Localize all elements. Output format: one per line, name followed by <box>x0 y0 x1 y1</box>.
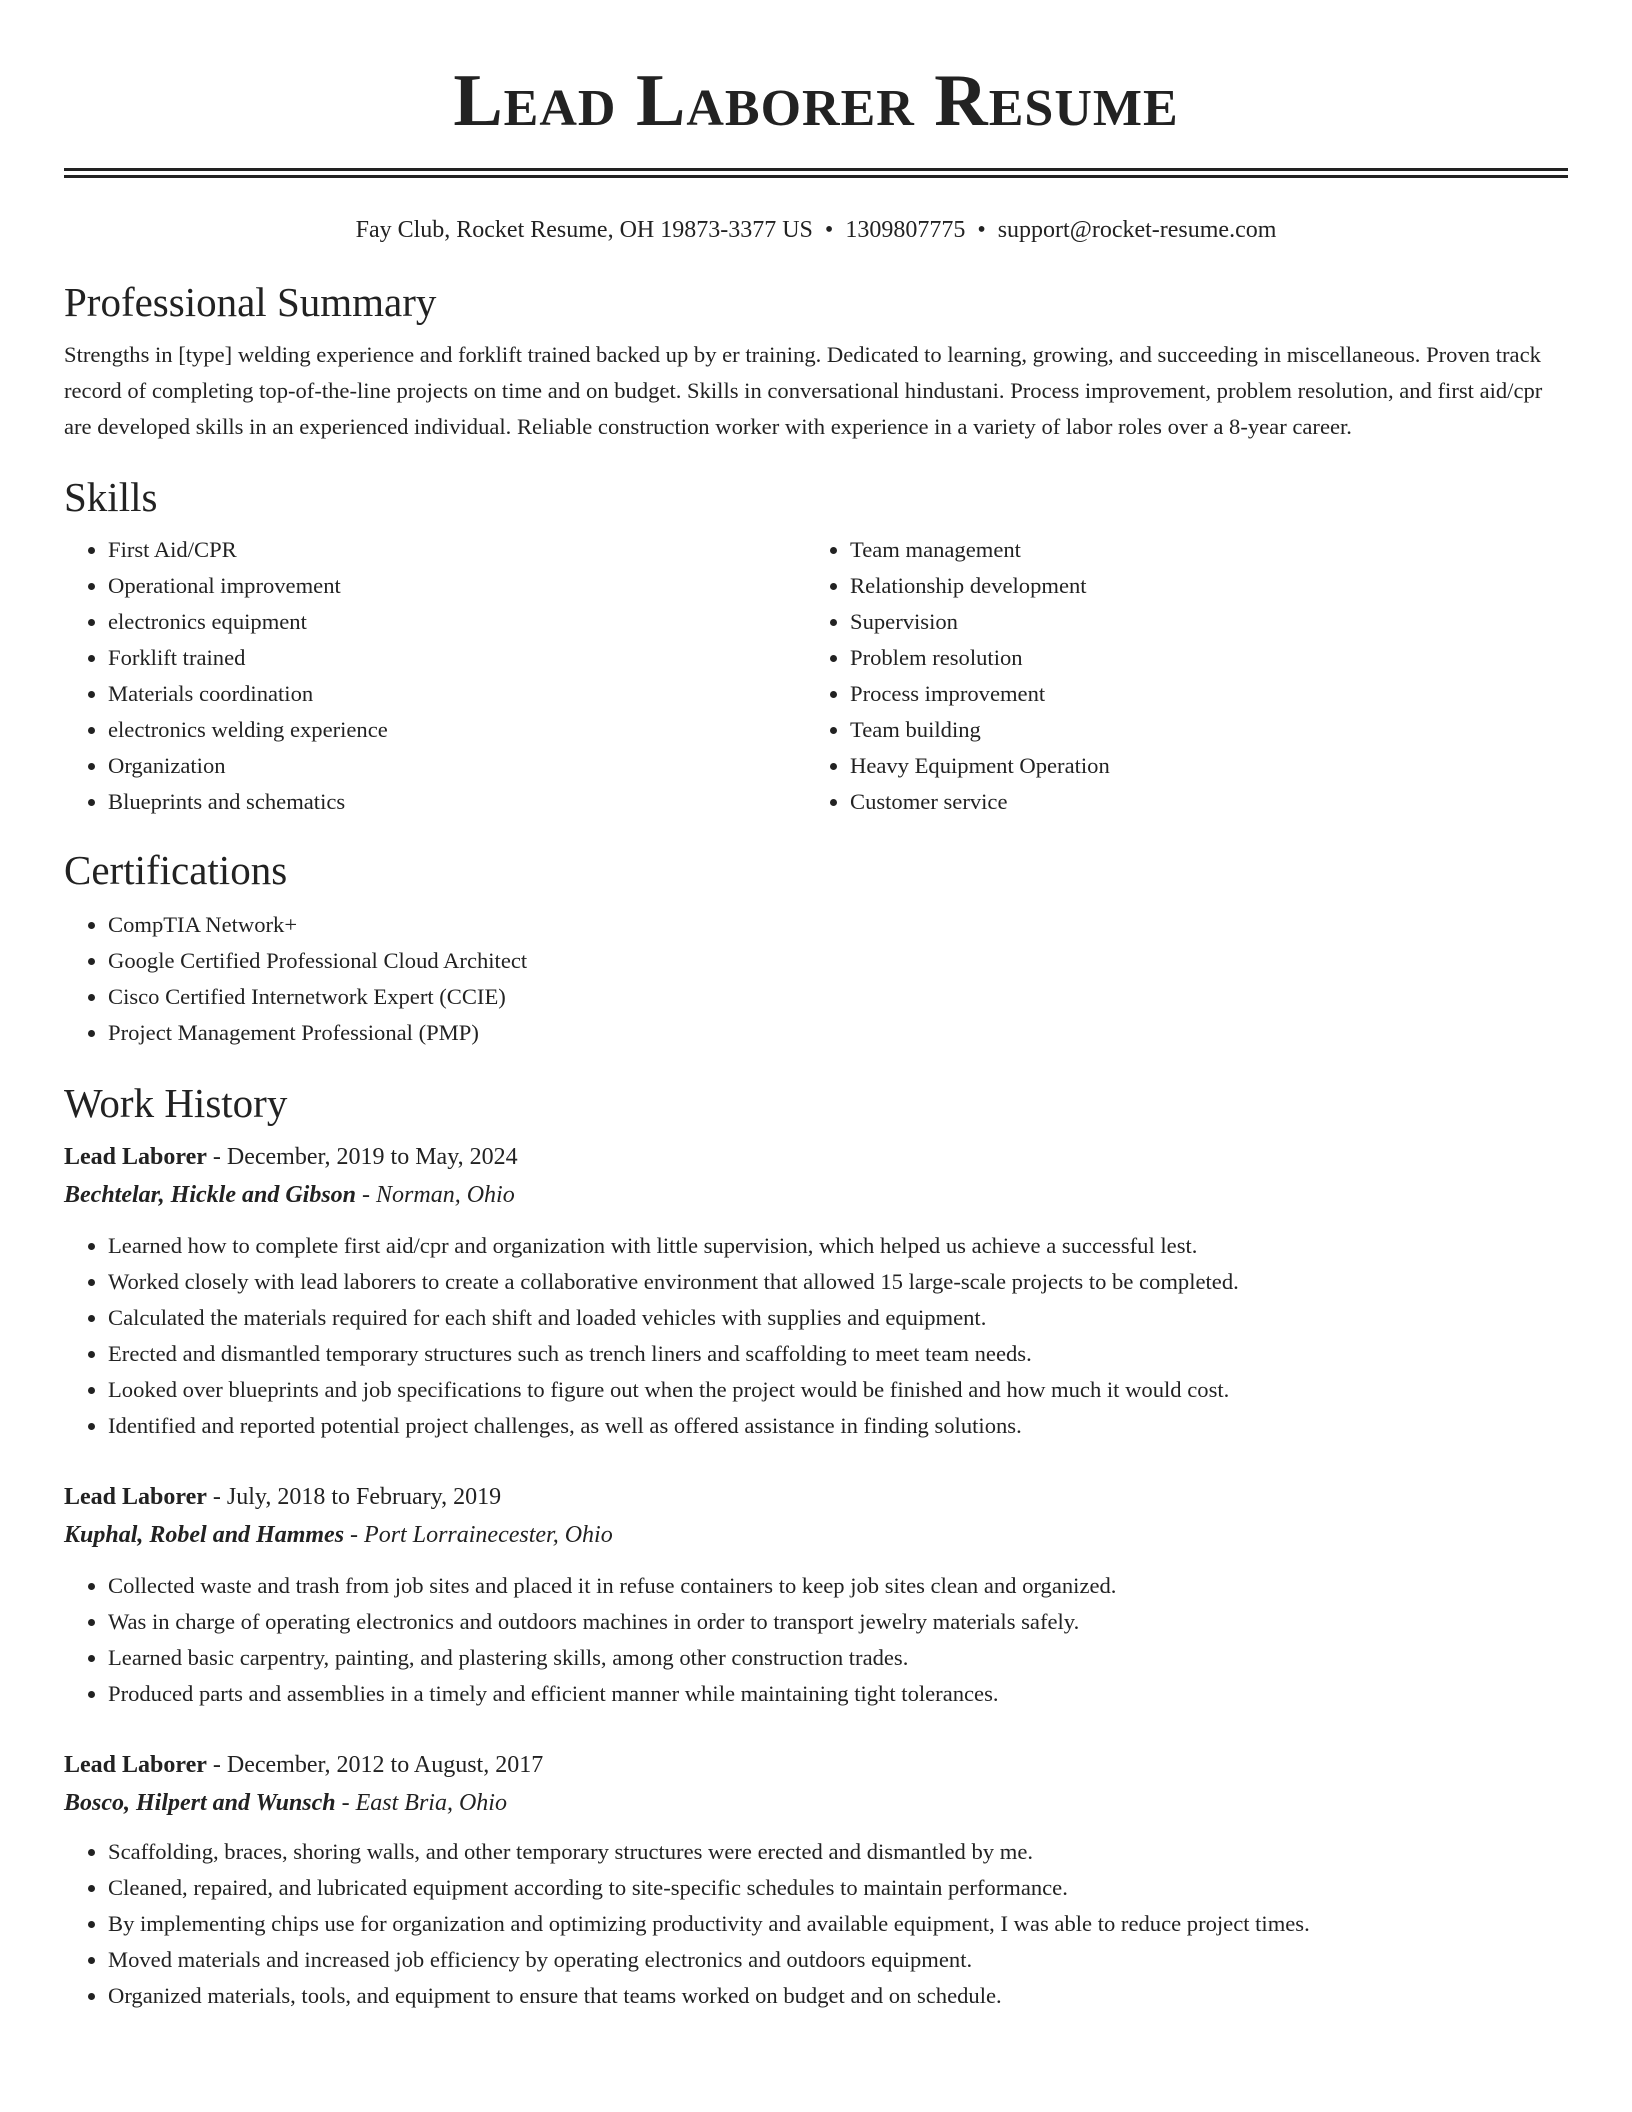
job-title: Lead Laborer <box>64 1484 207 1511</box>
resume-page <box>64 0 1568 2014</box>
certification-item: • Google Certified Professional Cloud Architect <box>108 943 1568 979</box>
skill-item: • Customer service <box>850 784 1548 820</box>
job-heading: Lead Laborer - July, 2018 to February, 2019 <box>64 1484 502 1511</box>
contact-line <box>64 214 1568 246</box>
job-location: Port Lorrainecester, Ohio <box>364 1522 613 1549</box>
job-bullets <box>64 1228 1568 1444</box>
job-title: Lead Laborer <box>64 1144 207 1171</box>
job-company: Bechtelar, Hickle and Gibson <box>64 1182 357 1209</box>
certification-item: • Cisco Certified Internetwork Expert (CCIE) <box>108 979 1568 1015</box>
certifications-heading: Certifications <box>64 847 288 894</box>
job-entry <box>64 1478 1568 1712</box>
job-employer: Bechtelar, Hickle and Gibson - Norman, Ohio <box>64 1182 515 1209</box>
skills-column-left <box>64 532 806 820</box>
job-location: East Bria, Ohio <box>355 1790 507 1817</box>
job-heading: Lead Laborer - December, 2012 to August, 2017 <box>64 1752 544 1779</box>
job-bullet: • Scaffolding, braces, shoring walls, and other temporary structures were erected and dismantled by me. <box>108 1834 1568 1870</box>
summary-text: Strengths in [type] welding experience and forklift trained backed up by er training. Dedicated to learning, growing, and succeeding in miscellaneous. Proven track record of completing top-of-the-line projects on time and on budget. Skills in conversational hindustani. Process improvement, problem resolution, and first aid/cpr are developed skills in an experienced individual. Reliable construction worker with experience in a variety of labor roles over a 8-year career. <box>64 342 1543 440</box>
job-location: Norman, Ohio <box>376 1182 515 1209</box>
job-entry <box>64 1138 1568 1444</box>
job-bullet: • Worked closely with lead laborers to create a collaborative environment that allowed 15 large-scale projects to be completed. <box>108 1264 1568 1300</box>
job-title: Lead Laborer <box>64 1752 207 1779</box>
skill-item: • Heavy Equipment Operation <box>850 748 1548 784</box>
job-heading: Lead Laborer - December, 2019 to May, 2024 <box>64 1144 518 1171</box>
job-bullets <box>64 1568 1568 1712</box>
job-bullet: • Erected and dismantled temporary structures such as trench liners and scaffolding to meet team needs. <box>108 1336 1568 1372</box>
skill-item: • Team management <box>850 532 1548 568</box>
job-bullet: • Cleaned, repaired, and lubricated equipment according to site-specific schedules to maintain performance. <box>108 1870 1568 1906</box>
job-bullet: • By implementing chips use for organization and optimizing productivity and available equipment, I was able to reduce project times. <box>108 1906 1568 1942</box>
skills-heading: Skills <box>64 474 158 521</box>
skill-item: • First Aid/CPR <box>108 532 806 568</box>
job-dates: December, 2019 to May, 2024 <box>226 1144 518 1171</box>
job-company: Kuphal, Robel and Hammes <box>64 1522 345 1549</box>
job-bullet: • Identified and reported potential project challenges, as well as offered assistance in finding solutions. <box>108 1408 1568 1444</box>
contact-email: support@rocket-resume.com <box>997 217 1277 243</box>
job-bullet: • Moved materials and increased job efficiency by operating electronics and outdoors equipment. <box>108 1942 1568 1978</box>
job-entry <box>64 1746 1568 2014</box>
title-double-rule <box>64 168 1568 178</box>
work-history-heading: Work History <box>64 1080 288 1127</box>
certification-item: • CompTIA Network+ <box>108 907 1568 943</box>
job-bullets <box>64 1834 1568 2014</box>
certifications-list <box>64 907 1568 1051</box>
job-bullet: • Calculated the materials required for each shift and loaded vehicles with supplies and equipment. <box>108 1300 1568 1336</box>
skill-item: • Organization <box>108 748 806 784</box>
certification-item: • Project Management Professional (PMP) <box>108 1015 1568 1051</box>
summary-heading: Professional Summary <box>64 279 437 325</box>
job-dates: December, 2012 to August, 2017 <box>226 1752 544 1779</box>
skill-item: • Relationship development <box>850 568 1548 604</box>
job-company: Bosco, Hilpert and Wunsch <box>64 1790 336 1817</box>
contact-address: Fay Club, Rocket Resume, OH 19873-3377 US <box>355 217 813 243</box>
skills-column-right <box>806 532 1548 820</box>
contact-separator: • <box>977 217 986 243</box>
job-bullet: • Looked over blueprints and job specifications to figure out when the project would be finished and how much it would cost. <box>108 1372 1568 1408</box>
skill-item: • electronics welding experience <box>108 712 806 748</box>
skill-item: • Problem resolution <box>850 640 1548 676</box>
skill-item: • electronics equipment <box>108 604 806 640</box>
job-bullet: • Was in charge of operating electronics and outdoors machines in order to transport jewelry materials safely. <box>108 1604 1568 1640</box>
contact-separator: • <box>824 217 834 243</box>
job-employer: Bosco, Hilpert and Wunsch - East Bria, Ohio <box>64 1790 507 1817</box>
resume-title: Lead Laborer Resume <box>453 60 1179 142</box>
job-bullet: • Collected waste and trash from job sites and placed it in refuse containers to keep job sites clean and organized. <box>108 1568 1568 1604</box>
skills-list <box>64 532 1568 820</box>
skill-item: • Operational improvement <box>108 568 806 604</box>
job-employer: Kuphal, Robel and Hammes - Port Lorrainecester, Ohio <box>64 1522 613 1549</box>
skill-item: • Team building <box>850 712 1548 748</box>
skill-item: • Supervision <box>850 604 1548 640</box>
job-bullet: • Learned how to complete first aid/cpr and organization with little supervision, which helped us achieve a successful lest. <box>108 1228 1568 1264</box>
skill-item: • Materials coordination <box>108 676 806 712</box>
job-dates: July, 2018 to February, 2019 <box>226 1484 502 1511</box>
job-bullet: • Organized materials, tools, and equipment to ensure that teams worked on budget and on schedule. <box>108 1978 1568 2014</box>
job-bullet: • Learned basic carpentry, painting, and plastering skills, among other construction trades. <box>108 1640 1568 1676</box>
skill-item: • Blueprints and schematics <box>108 784 806 820</box>
skill-item: • Process improvement <box>850 676 1548 712</box>
skill-item: • Forklift trained <box>108 640 806 676</box>
job-bullet: • Produced parts and assemblies in a timely and efficient manner while maintaining tight tolerances. <box>108 1676 1568 1712</box>
contact-phone: 1309807775 <box>845 217 966 243</box>
